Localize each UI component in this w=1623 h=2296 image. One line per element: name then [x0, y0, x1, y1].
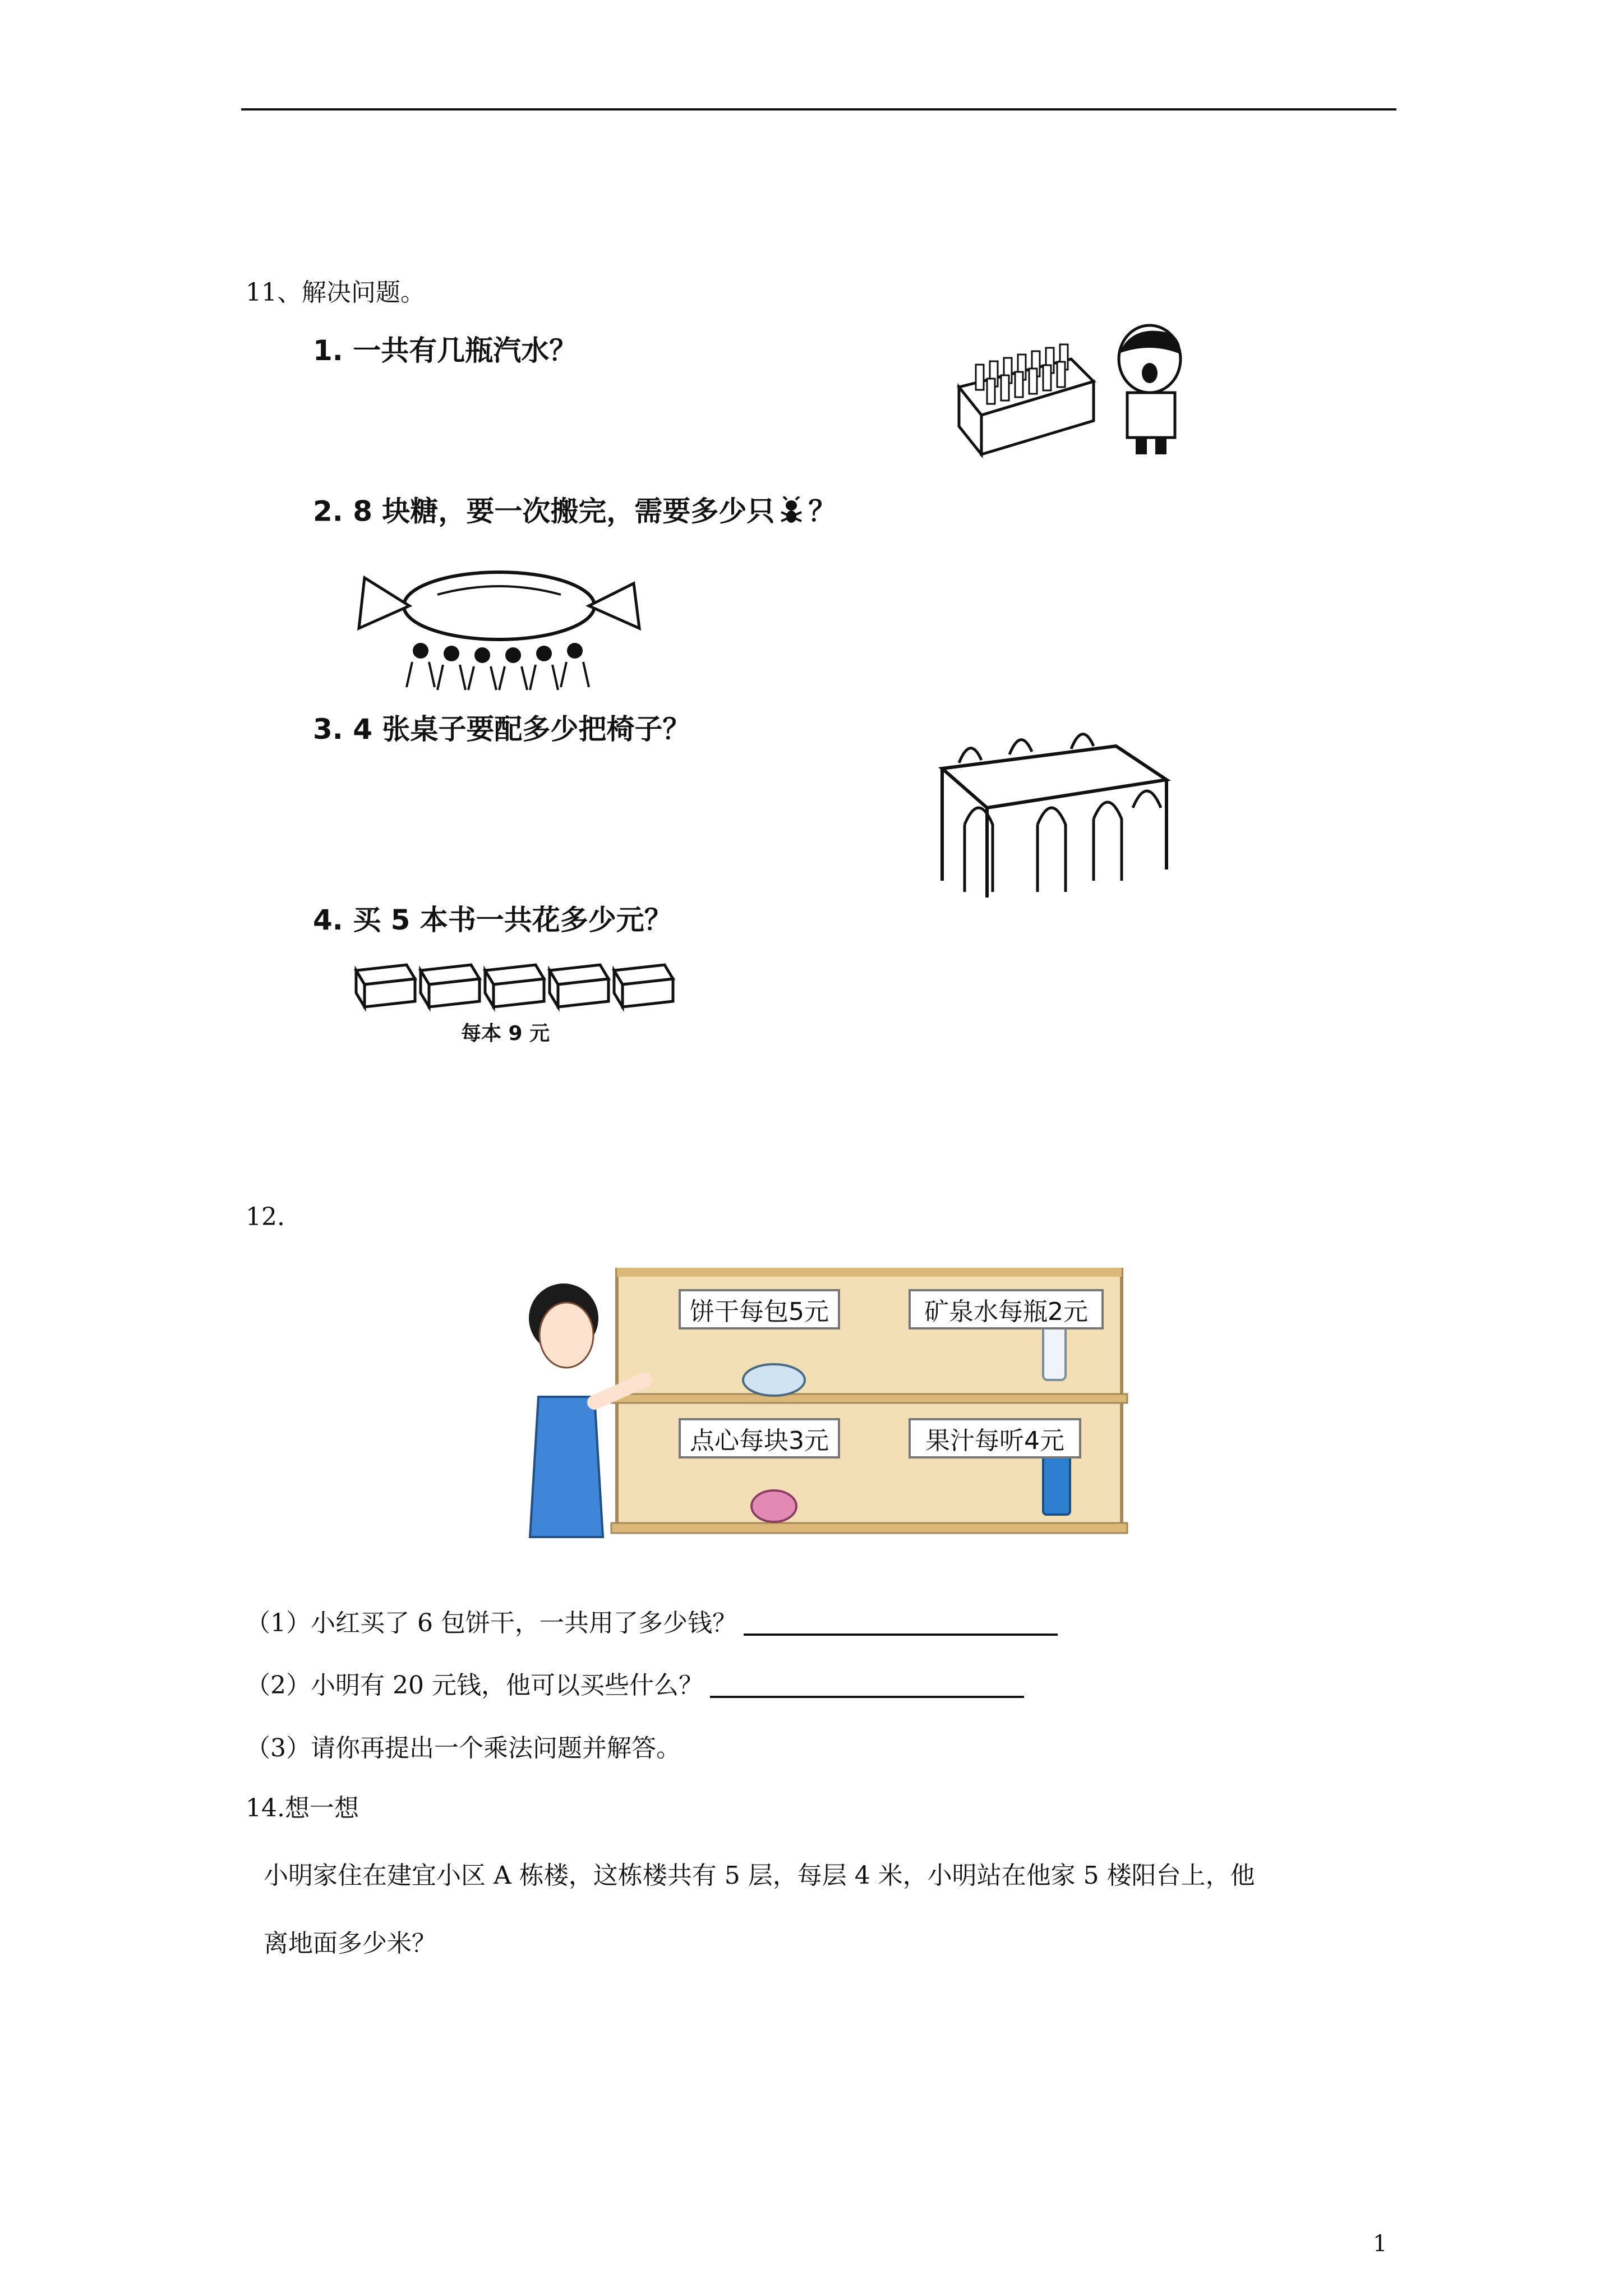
book-price-caption: 每本 9 元	[461, 1022, 550, 1045]
question-12-1-text: （1）小红买了 6 包饼干，一共用了多少钱？	[246, 1609, 737, 1637]
question-12-1	[246, 1611, 1058, 1636]
sign-juice: 果汁每听4元	[909, 1418, 1081, 1458]
question-2-text: 2. 8 块糖，要一次搬完，需要多少只	[313, 495, 775, 528]
header-rule	[241, 108, 1396, 111]
sign-biscuits: 饼干每包5元	[679, 1289, 840, 1329]
question-1: 1. 一共有几瓶汽水？	[313, 334, 578, 367]
question-3: 3. 4 张桌子要配多少把椅子？	[313, 713, 691, 746]
answer-line-1[interactable]	[744, 1612, 1058, 1636]
page-number: 1	[1373, 2231, 1387, 2257]
section-14-heading: 14.想一想	[246, 1794, 359, 1823]
soda-crate-illustration	[948, 320, 1206, 460]
question-12-2	[246, 1673, 1024, 1698]
sign-water: 矿泉水每瓶2元	[909, 1289, 1104, 1329]
section-11-heading: 11、解决问题。	[246, 278, 425, 307]
ant-icon	[774, 496, 808, 530]
question-2-end: ？	[808, 495, 837, 528]
sign-snack: 点心每块3元	[679, 1418, 840, 1458]
table-chairs-illustration	[925, 712, 1178, 903]
section-12-heading: 12.	[246, 1203, 285, 1231]
shop-shelf-illustration	[482, 1268, 1150, 1543]
books-illustration	[351, 954, 676, 1015]
section-14-line-1: 小明家住在建宜小区 A 栋楼，这栋楼共有 5 层，每层 4 米，小明站在他家 5 楼阳台上，他	[264, 1861, 1255, 1890]
candy-ants-illustration	[353, 555, 645, 696]
question-4: 4. 买 5 本书一共花多少元？	[313, 904, 672, 936]
question-12-3: （3）请你再提出一个乘法问题并解答。	[246, 1734, 681, 1763]
question-12-2-text: （2）小明有 20 元钱，他可以买些什么？	[246, 1671, 703, 1700]
section-14-line-2: 离地面多少米？	[264, 1929, 436, 1958]
question-2	[313, 496, 836, 530]
answer-line-2[interactable]	[710, 1674, 1024, 1698]
